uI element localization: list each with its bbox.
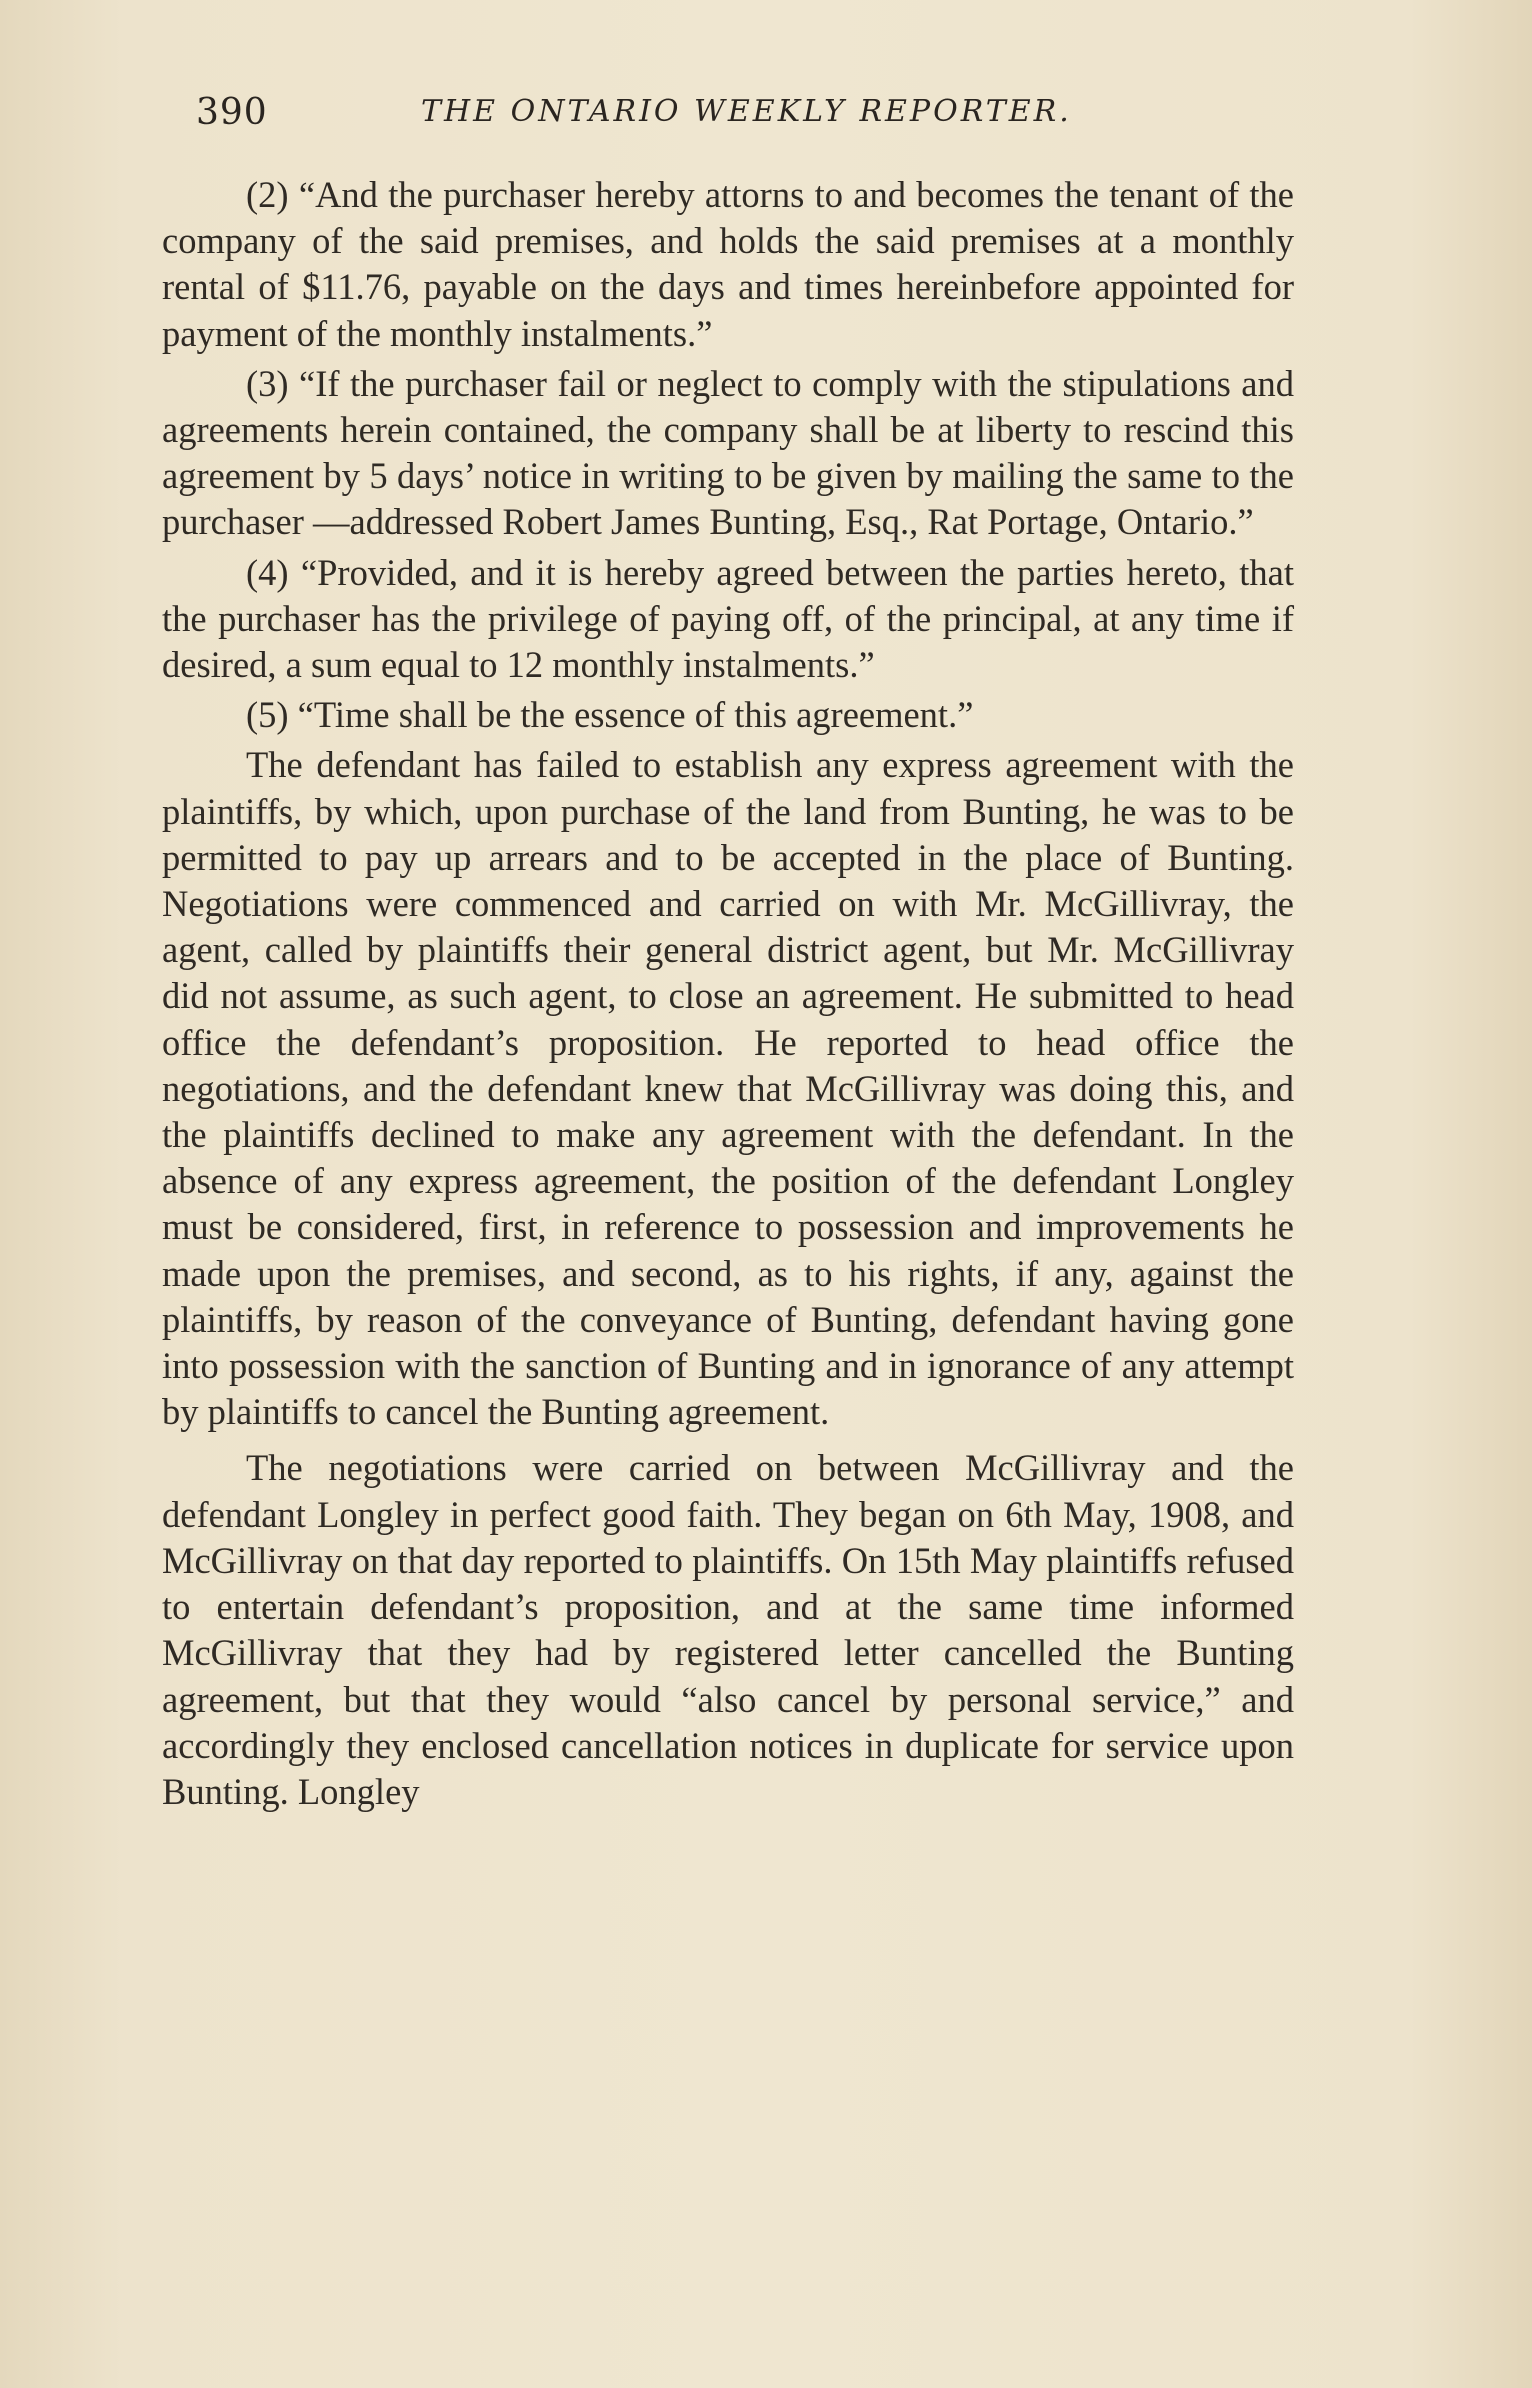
body-text: [162, 172, 1294, 1819]
page-header: [196, 92, 1308, 142]
paragraph-clause-2: (2) “And the purchaser hereby attorns to and becomes the tenant of the company of the said premises, and holds the said premises at a monthly rental of $11.76, payable on the days and times hereinbefore appointed for payment of the monthly instalments.”: [162, 174, 1294, 354]
paragraph-clause-3: (3) “If the purchaser fail or neglect to comply with the stipulations and agreements herein contained, the company shall be at liberty to rescind this agreement by 5 days’ notice in writing to be given by mailing the same to the purchaser —addressed Robert James Bunting, Esq., Rat Portage, Ontario.”: [162, 362, 1294, 543]
running-title: THE ONTARIO WEEKLY REPORTER.: [421, 94, 1072, 129]
page-number: 390: [196, 92, 268, 133]
paragraph-clause-5: (5) “Time shall be the essence of this agreement.”: [246, 694, 974, 736]
paragraph-clause-4: (4) “Provided, and it is hereby agreed between the parties hereto, that the purchaser has the privilege of paying off, of the principal, at any time if desired, a sum equal to 12 monthly instalments.”: [162, 551, 1294, 686]
paragraph-defendant-position: The defendant has failed to establish any express agreement with the plaintiffs, by which, upon purchase of the land from Bunting, he was to be permitted to pay up arrears and to be accepted in the place of Bunting. Negotiations were commenced and carried on with Mr. McGillivray, the agent, called by plaintiffs their general district agent, but Mr. McGillivray did not assume, as such agent, to close an agreement. He submitted to head office the defendant’s proposition. He reported to head office the negotiations, and the defendant knew that McGillivray was doing this, and the plaintiffs declined to make any agreement with the defendant. In the absence of any express agreement, the position of the defendant Longley must be considered, first, in reference to possession and improvements he made upon the premises, and second, as to his rights, if any, against the plaintiffs, by reason of the conveyance of Bunting, defendant having gone into possession with the sanction of Bunting and in ignorance of any attempt by plaintiffs to cancel the Bunting agreement.: [162, 744, 1294, 1433]
paragraph-negotiations: The negotiations were carried on between McGillivray and the defendant Longley in perfect good faith. They began on 6th May, 1908, and McGillivray on that day reported to plaintiffs. On 15th May plaintiffs refused to entertain defendant’s proposition, and at the same time informed McGillivray that they had by registered letter cancelled the Bunting agreement, but that they would “also cancel by personal service,” and accordingly they enclosed cancellation notices in duplicate for service upon Bunting. Longley: [162, 1447, 1294, 1812]
